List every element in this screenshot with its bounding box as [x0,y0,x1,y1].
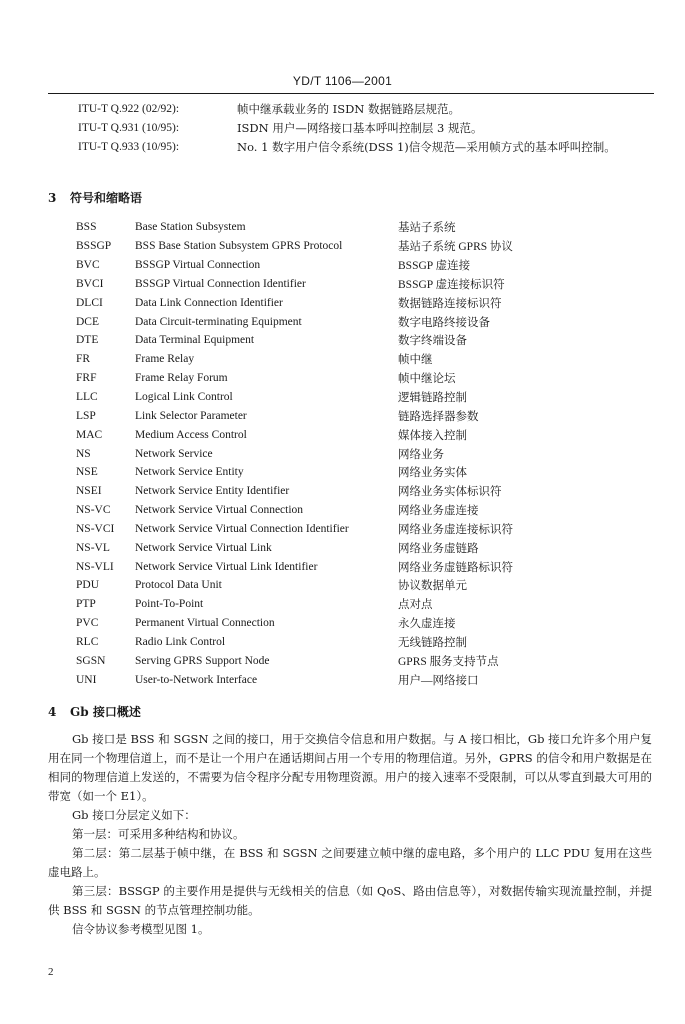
abbreviation-code: BSSGP [76,240,112,253]
abbreviation-code: NSE [76,466,98,479]
section-3-heading [48,189,142,206]
abbreviation-chinese: 网络业务 [398,448,444,461]
abbreviation-row [76,350,596,369]
abbreviation-chinese: 网络业务虚连接标识符 [398,523,513,536]
abbreviation-english: Network Service [135,447,213,460]
abbreviation-english: Network Service Virtual Connection [135,504,304,517]
abbreviation-code: NS-VLI [76,560,114,573]
abbreviation-english: BSS Base Station Subsystem GPRS Protocol [135,240,343,253]
body-paragraph: Gb 接口分层定义如下： [72,808,196,822]
section-title: Gb 接口概述 [70,705,141,719]
abbreviation-chinese: 帧中继论坛 [398,373,456,386]
section-number: 4 [48,705,57,719]
abbreviation-chinese: 基站子系统 [398,222,456,235]
abbreviation-row [76,482,596,501]
abbreviation-chinese: 网络业务实体 [398,467,467,480]
abbreviation-chinese: 网络业务实体标识符 [398,486,502,499]
abbreviation-chinese: 数字终端设备 [398,335,467,348]
abbreviation-chinese: 数据链路连接标识符 [398,297,502,310]
abbreviation-row [76,293,596,312]
abbreviation-chinese: 帧中继 [398,354,433,367]
reference-list [78,100,658,157]
abbreviation-chinese: 无线链路控制 [398,636,467,649]
abbreviation-row [76,670,596,689]
abbreviation-row [76,633,596,652]
abbreviation-english: Point-To-Point [135,598,204,611]
abbreviation-row [76,520,596,539]
abbreviation-code: PVC [76,617,99,630]
abbreviation-english: Frame Relay [135,353,195,366]
abbreviation-row [76,256,596,275]
abbreviation-row [76,614,596,633]
abbreviation-english: Network Service Entity [135,466,244,479]
abbreviation-row [76,331,596,350]
abbreviation-code: PDU [76,579,100,592]
abbreviation-code: DCE [76,315,99,328]
abbreviation-code: NS-VL [76,541,110,554]
abbreviation-chinese: 链路选择器参数 [398,410,479,423]
abbreviation-chinese: 协议数据单元 [398,580,467,593]
abbreviation-code: BVC [76,259,100,272]
abbreviation-row [76,425,596,444]
abbreviation-english: Medium Access Control [135,428,247,441]
body-paragraph: 第一层：可采用多种结构和协议。 [72,827,245,841]
reference-description: ISDN 用户—网络接口基本呼叫控制层 3 规范。 [237,121,483,135]
abbreviation-english: Frame Relay Forum [135,372,228,385]
abbreviation-chinese: 逻辑链路控制 [398,392,467,405]
abbreviation-code: RLC [76,635,99,648]
page-number: 2 [48,966,54,978]
abbreviation-row [76,463,596,482]
abbreviation-english: BSSGP Virtual Connection [135,259,261,272]
abbreviation-english: Protocol Data Unit [135,579,222,592]
abbreviation-chinese: BSSGP 虚连接标识符 [398,278,505,291]
abbreviation-english: Data Terminal Equipment [135,334,255,347]
abbreviation-english: Serving GPRS Support Node [135,654,270,667]
section-number: 3 [48,191,57,205]
abbreviation-code: DTE [76,334,99,347]
abbreviation-code: NS-VCI [76,522,115,535]
reference-row [78,119,658,138]
abbreviation-code: FRF [76,372,97,385]
abbreviation-chinese: 基站子系统 GPRS 协议 [398,241,514,254]
abbreviation-english: Network Service Virtual Connection Identifier [135,522,349,535]
abbreviation-code: LLC [76,391,98,404]
abbreviation-english: Link Selector Parameter [135,409,247,422]
abbreviation-row [76,218,596,237]
abbreviation-table [76,218,596,689]
abbreviation-code: PTP [76,598,96,611]
abbreviation-code: LSP [76,409,96,422]
abbreviation-chinese: GPRS 服务支持节点 [398,655,499,668]
abbreviation-code: DLCI [76,296,103,309]
abbreviation-row [76,444,596,463]
abbreviation-chinese: 网络业务虚链路标识符 [398,561,513,574]
abbreviation-code: BVCI [76,277,104,290]
reference-description: 帧中继承载业务的 ISDN 数据链路层规范。 [237,102,461,116]
section-title: 符号和缩略语 [70,191,143,205]
abbreviation-row [76,595,596,614]
abbreviation-chinese: BSSGP 虚连接 [398,260,471,273]
abbreviation-chinese: 数字电路终接设备 [398,316,490,329]
abbreviation-english: Network Service Virtual Link [135,541,272,554]
reference-description: No. 1 数字用户信令系统(DSS 1)信令规范—采用帧方式的基本呼叫控制。 [237,140,616,154]
abbreviation-code: SGSN [76,654,106,667]
body-paragraph: 第二层：第二层基于帧中继，在 BSS 和 SGSN 之间要建立帧中继的虚电路，多个用户的 LLC PDU 复用在这些虚电路上。 [48,846,652,879]
reference-code: ITU-T Q.933 (10/95): [78,141,180,153]
body-paragraph: 第三层：BSSGP 的主要作用是提供与无线相关的信息（如 QoS、路由信息等），对数据传输实现流量控制，并提供 BSS 和 SGSN 的节点管理控制功能。 [48,884,652,917]
abbreviation-row [76,501,596,520]
abbreviation-row [76,557,596,576]
header-rule [48,93,654,94]
reference-row [78,100,658,119]
standard-code-header: YD/T 1106—2001 [292,74,393,88]
section-4-heading [48,703,141,720]
abbreviation-english: Radio Link Control [135,635,226,648]
abbreviation-english: Base Station Subsystem [135,221,246,234]
reference-code: ITU-T Q.922 (02/92): [78,103,180,115]
abbreviation-code: MAC [76,428,103,441]
abbreviation-row [76,312,596,331]
abbreviation-row [76,369,596,388]
abbreviation-row [76,237,596,256]
abbreviation-english: Permanent Virtual Connection [135,617,275,630]
abbreviation-code: NSEI [76,485,102,498]
abbreviation-english: User-to-Network Interface [135,673,258,686]
abbreviation-code: FR [76,353,91,366]
abbreviation-chinese: 媒体接入控制 [398,429,467,442]
abbreviation-row [76,275,596,294]
abbreviation-code: UNI [76,673,97,686]
abbreviation-chinese: 网络业务虚链路 [398,542,479,555]
abbreviation-row [76,651,596,670]
abbreviation-code: NS [76,447,91,460]
abbreviation-code: BSS [76,221,97,234]
abbreviation-english: BSSGP Virtual Connection Identifier [135,277,306,290]
abbreviation-row [76,538,596,557]
abbreviation-chinese: 网络业务虚连接 [398,505,479,518]
abbreviation-row [76,406,596,425]
abbreviation-code: NS-VC [76,504,111,517]
abbreviation-english: Network Service Virtual Link Identifier [135,560,318,573]
abbreviation-english: Data Circuit-terminating Equipment [135,315,302,328]
abbreviation-row [76,576,596,595]
section-4-body [48,730,652,939]
abbreviation-chinese: 用户—网络接口 [398,674,479,687]
body-paragraph: Gb 接口是 BSS 和 SGSN 之间的接口，用于交换信令信息和用户数据。与 A 接口相比，Gb 接口允许多个用户复用在同一个物理信道上，而不是让一个用户在通话期间占用一个专用的物理信道。另外，GPRS 的信令和用户数据是在相同的物理信道上发送的，不需要为信令程序分配专用物理资源。用户的接入速率不受限制，可以从零直到最大可用的带宽（如一个 E1）。 [48,732,652,803]
abbreviation-english: Logical Link Control [135,391,233,404]
abbreviation-row [76,388,596,407]
abbreviation-english: Data Link Connection Identifier [135,296,283,309]
abbreviation-chinese: 永久虚连接 [398,618,456,631]
body-paragraph: 信令协议参考模型见图 1。 [72,922,210,936]
abbreviation-chinese: 点对点 [398,599,433,612]
reference-row [78,138,658,157]
reference-code: ITU-T Q.931 (10/95): [78,122,180,134]
abbreviation-english: Network Service Entity Identifier [135,485,290,498]
